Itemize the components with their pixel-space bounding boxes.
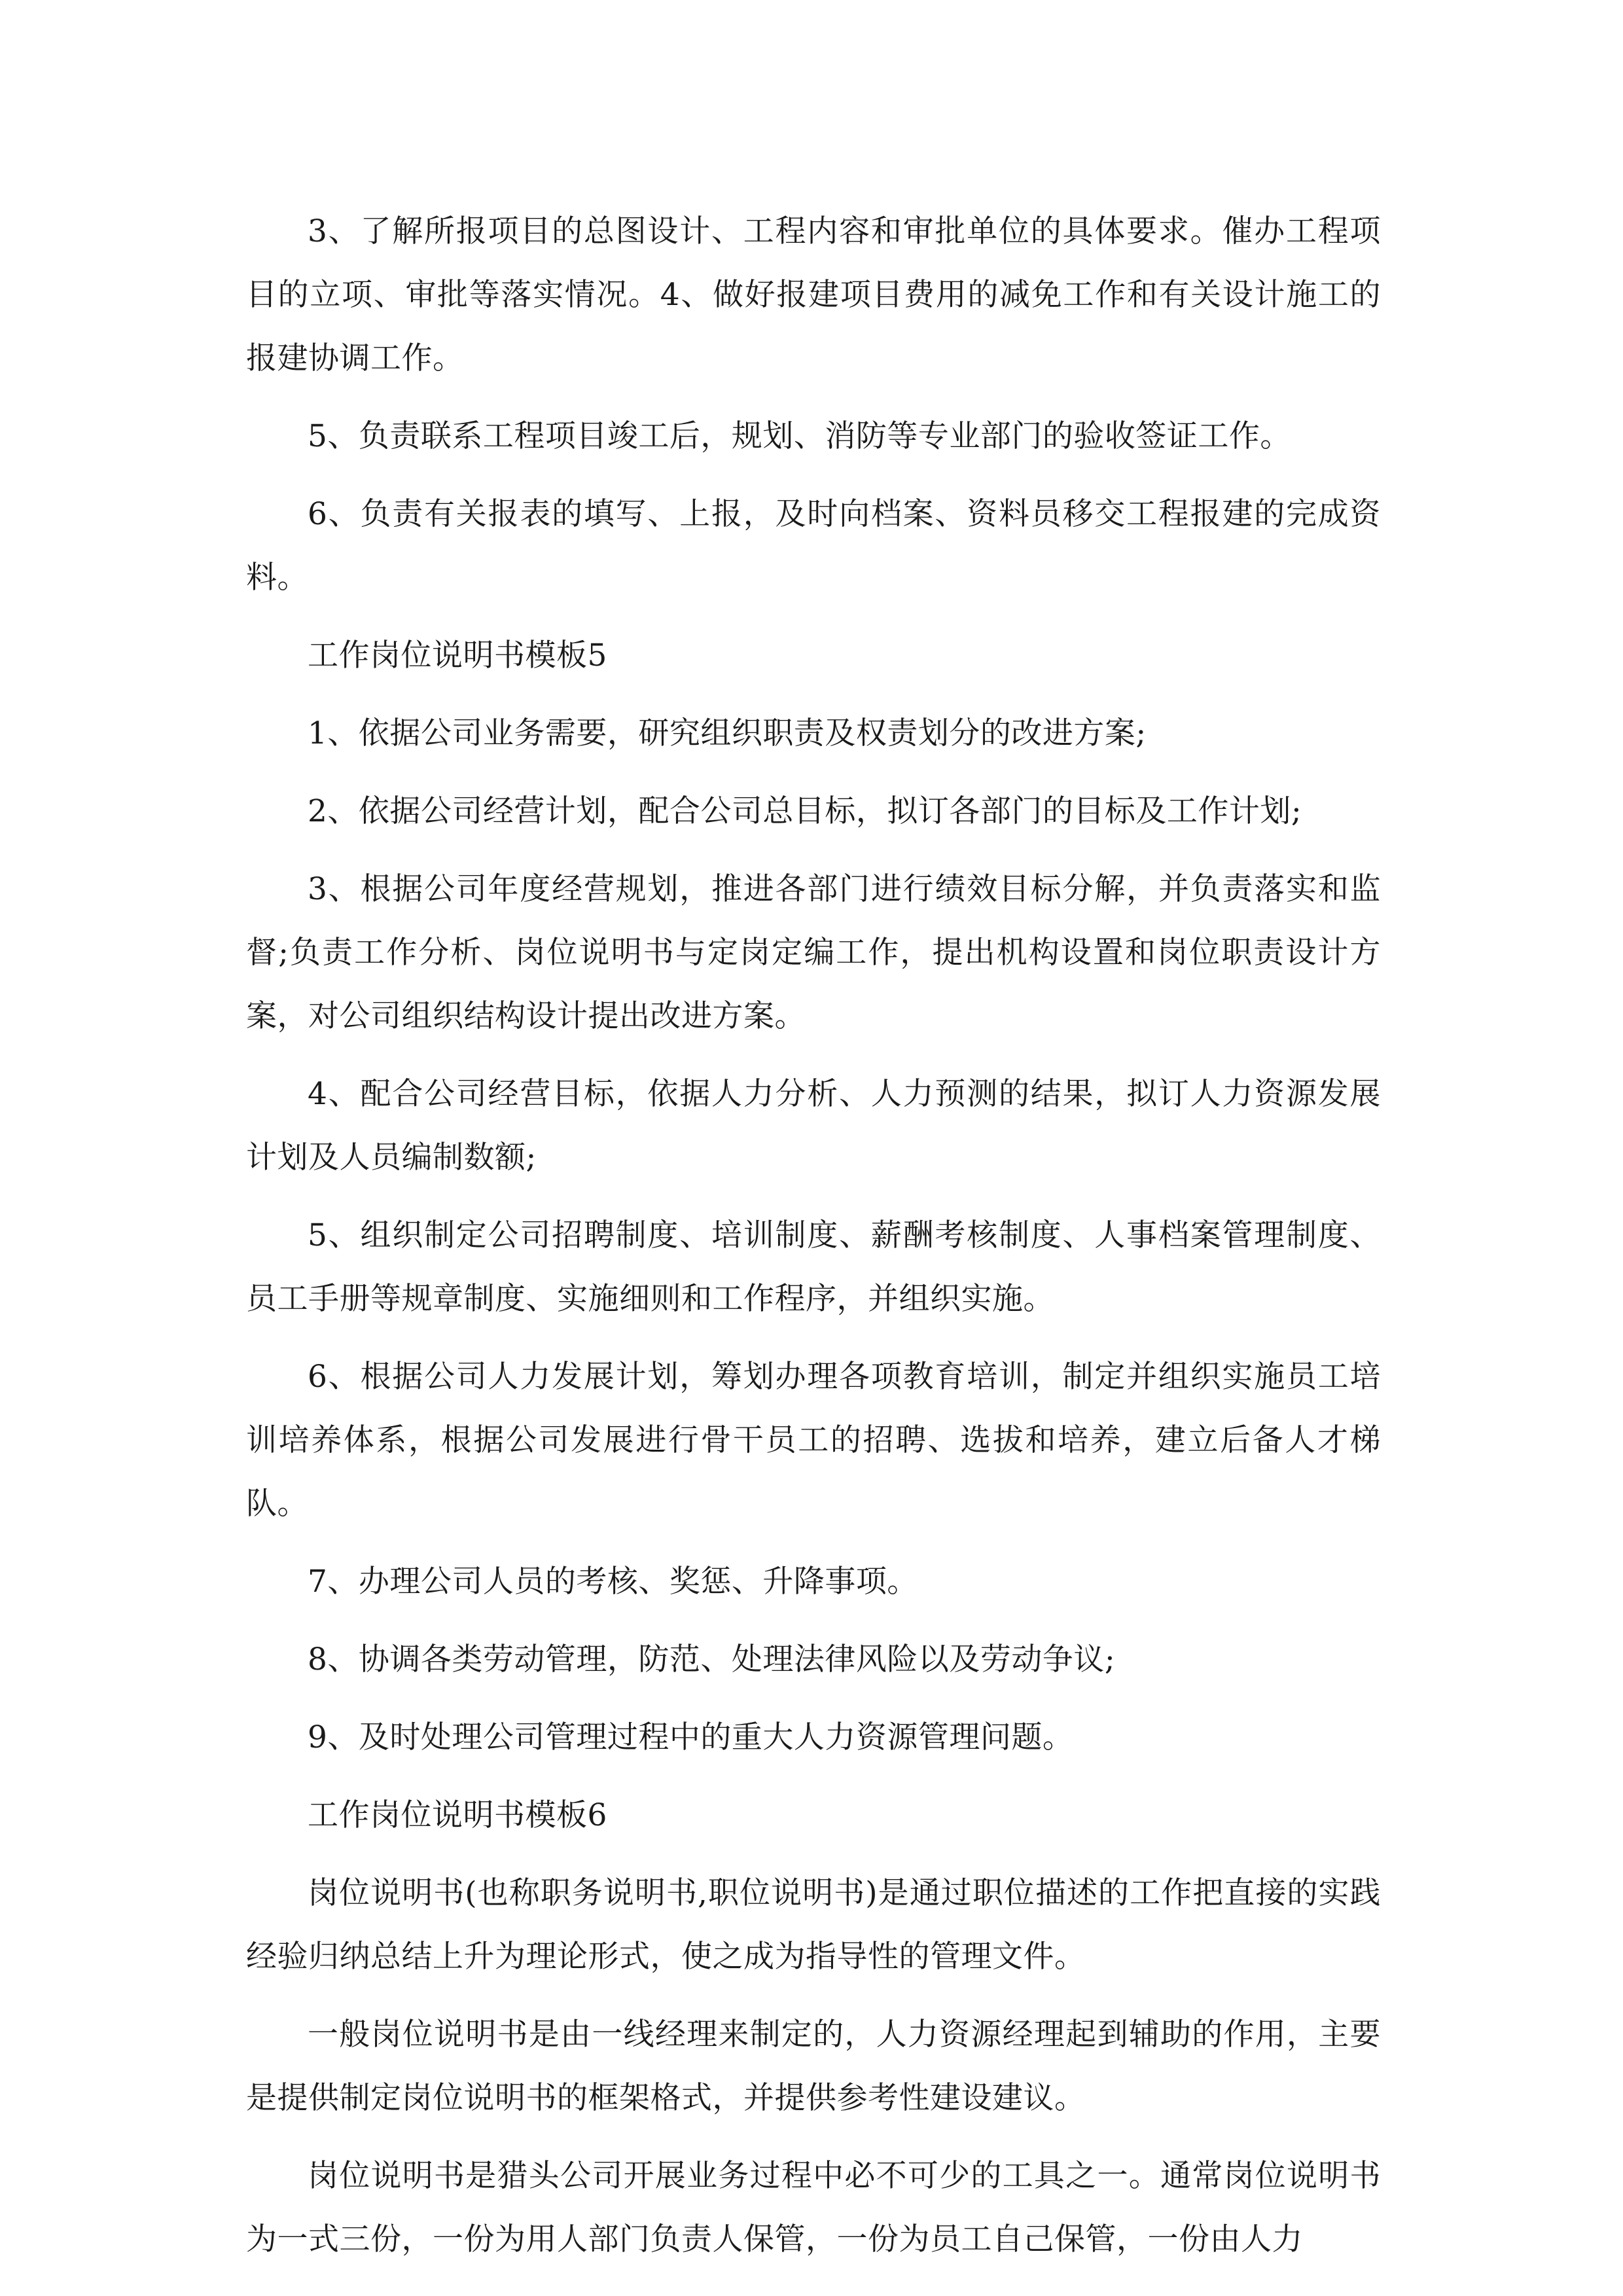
paragraph-t5-item-7: 7、办理公司人员的考核、奖惩、升降事项。 [308,1564,918,1600]
paragraph-item-3-plan: 3、了解所报项目的总图设计、工程内容和审批单位的具体要求。催办工程项目的立项、审批等落实情况。4、做好报建项目费用的减免工作和有关设计施工的报建协调工作。 [246,213,1381,376]
paragraph-t5-item-1: 1、依据公司业务需要，研究组织职责及权责划分的改进方案; [308,715,1147,751]
paragraph-item-5-acceptance: 5、负责联系工程项目竣工后，规划、消防等专业部门的验收签证工作。 [308,418,1291,454]
paragraph-t5-item-5: 5、组织制定公司招聘制度、培训制度、薪酬考核制度、人事档案管理制度、员工手册等规章制度、实施细则和工作程序，并组织实施。 [246,1217,1381,1317]
paragraph-t6-copies: 岗位说明书是猎头公司开展业务过程中必不可少的工具之一。通常岗位说明书为一式三份，一份为用人部门负责人保管，一份为员工自己保管，一份由人力 [246,2158,1381,2257]
paragraph-t5-item-4: 4、配合公司经营目标，依据人力分析、人力预测的结果，拟订人力资源发展计划及人员编制数额; [246,1076,1381,1175]
paragraph-t6-author: 一般岗位说明书是由一线经理来制定的，人力资源经理起到辅助的作用，主要是提供制定岗位说明书的框架格式，并提供参考性建设建议。 [246,2017,1381,2116]
paragraph-item-6-reports: 6、负责有关报表的填写、上报，及时向档案、资料员移交工程报建的完成资料。 [246,496,1381,596]
paragraph-t5-item-6: 6、根据公司人力发展计划，筹划办理各项教育培训，制定并组织实施员工培训培养体系，根据公司发展进行骨干员工的招聘、选拔和培养，建立后备人才梯队。 [246,1359,1381,1522]
section-heading-template-5: 工作岗位说明书模板5 [308,637,607,673]
paragraph-t5-item-8: 8、协调各类劳动管理，防范、处理法律风险以及劳动争议; [308,1641,1116,1677]
paragraph-t5-item-2: 2、依据公司经营计划，配合公司总目标，拟订各部门的目标及工作计划; [308,793,1302,829]
document-body [246,200,1381,2286]
section-heading-template-6: 工作岗位说明书模板6 [308,1797,607,1833]
paragraph-t5-item-3: 3、根据公司年度经营规划，推进各部门进行绩效目标分解，并负责落实和监督;负责工作分析、岗位说明书与定岗定编工作，提出机构设置和岗位职责设计方案，对公司组织结构设计提出改进方案。 [246,871,1381,1034]
paragraph-t6-definition: 岗位说明书(也称职务说明书,职位说明书)是通过职位描述的工作把直接的实践经验归纳总结上升为理论形式，使之成为指导性的管理文件。 [246,1875,1381,1975]
paragraph-t5-item-9: 9、及时处理公司管理过程中的重大人力资源管理问题。 [308,1719,1074,1755]
